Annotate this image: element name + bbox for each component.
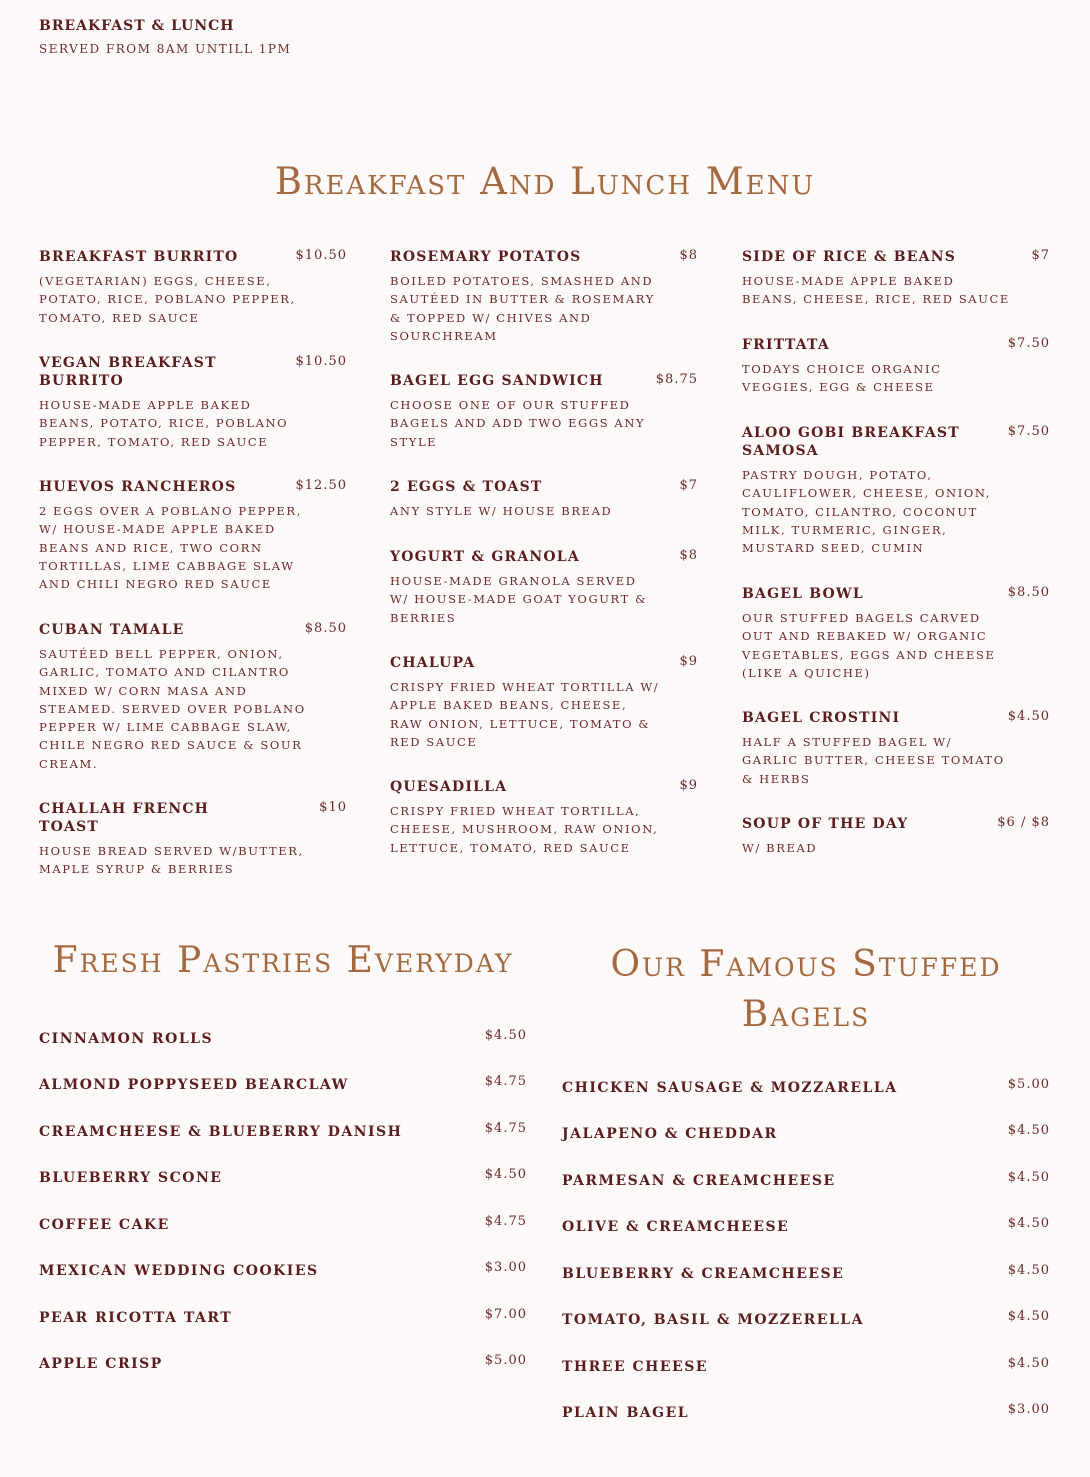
bagel-row	[562, 1216, 1050, 1236]
item-price: $8.50	[1007, 585, 1050, 600]
menu-item	[390, 548, 698, 627]
bagel-row	[562, 1309, 1050, 1329]
pastry-row	[39, 1028, 527, 1048]
menu-item	[39, 621, 347, 773]
item-description: HOUSE BREAD SERVED W/BUTTER, MAPLE SYRUP & BERRIES	[39, 844, 304, 877]
item-name: SOUP OF THE DAY	[742, 816, 909, 832]
item-description: HOUSE-MADE APPLE BAKED BEANS, POTATO, RICE, POBLANO PEPPER, TOMATO, RED SAUCE	[39, 398, 289, 449]
item-name: BAGEL EGG SANDWICH	[390, 373, 604, 389]
item-price: $7	[1031, 248, 1050, 263]
bagel-name: PARMESAN & CREAMCHEESE	[562, 1173, 836, 1189]
bagel-row	[562, 1123, 1050, 1143]
menu-item	[742, 336, 1050, 397]
menu-item	[390, 248, 698, 345]
pastry-price: $3.00	[484, 1260, 527, 1275]
item-description: PASTRY DOUGH, POTATO, CAULIFLOWER, CHEESE, ONION, TOMATO, CILANTRO, COCONUT MILK, TURMERIC, GINGER, MUSTARD SEED, CUMIN	[742, 468, 992, 556]
bagels-title-line2: Bagels	[741, 994, 871, 1035]
item-description: TODAYS CHOICE ORGANIC VEGGIES, EGG & CHEESE	[742, 362, 942, 395]
item-name: CHALUPA	[390, 655, 476, 671]
bagel-price: $4.50	[1007, 1356, 1050, 1371]
bagel-name: OLIVE & CREAMCHEESE	[562, 1219, 790, 1235]
menu-item	[39, 248, 347, 327]
item-description: SAUTÉED BELL PEPPER, ONION, GARLIC, TOMATO AND CILANTRO MIXED W/ CORN MASA AND STEAMED. SERVED OVER POBLANO PEPPER W/ LIME CABBAGE SLAW, CHILE NEGRO RED SAUCE & SOUR CREAM.	[39, 647, 306, 771]
item-price: $7.50	[1007, 424, 1050, 439]
menu-item	[742, 424, 1050, 557]
menu-item	[742, 248, 1050, 309]
item-name: ROSEMARY POTATOS	[390, 249, 582, 265]
item-name: 2 EGGS & TOAST	[390, 479, 543, 495]
menu-item	[39, 800, 347, 879]
item-description: 2 EGGS OVER A POBLANO PEPPER, W/ HOUSE-MADE APPLE BAKED BEANS AND RICE, TWO CORN TORTILLAS, LIME CABBAGE SLAW AND CHILI NEGRO RED SAUCE	[39, 504, 302, 592]
menu-item	[390, 654, 698, 751]
item-name: BREAKFAST BURRITO	[39, 249, 239, 265]
menu-item	[742, 585, 1050, 682]
bagel-row	[562, 1077, 1050, 1097]
pastry-price: $4.75	[484, 1121, 527, 1136]
bagel-price: $4.50	[1007, 1263, 1050, 1278]
bagels-title-line1: Our Famous Stuffed	[610, 944, 1002, 985]
pastry-name: PEAR RICOTTA TART	[39, 1310, 233, 1326]
bagel-row	[562, 1170, 1050, 1190]
item-name: BAGEL CROSTINI	[742, 710, 901, 726]
item-price: $8.75	[655, 372, 698, 387]
item-description: HOUSE-MADE GRANOLA SERVED W/ HOUSE-MADE GOAT YOGURT & BERRIES	[390, 574, 647, 625]
bagel-price: $4.50	[1007, 1309, 1050, 1324]
menu-item	[742, 815, 1050, 857]
bagel-name: TOMATO, BASIL & MOZZERELLA	[562, 1312, 864, 1328]
header-subtitle: SERVED FROM 8AM UNTILL 1PM	[39, 42, 292, 56]
bagel-price: $4.50	[1007, 1216, 1050, 1231]
menu-item	[742, 709, 1050, 788]
menu-item	[39, 354, 347, 451]
item-price: $9	[679, 778, 698, 793]
menu-item	[39, 478, 347, 593]
bagel-price: $4.50	[1007, 1123, 1050, 1138]
pastry-name: CINNAMON ROLLS	[39, 1031, 214, 1047]
item-price: $6 / $8	[997, 815, 1050, 830]
item-name: CUBAN TAMALE	[39, 622, 185, 638]
bagels-title	[562, 940, 1050, 1040]
item-name: BAGEL BOWL	[742, 586, 864, 602]
menu-item	[390, 478, 698, 520]
bagel-price: $4.50	[1007, 1170, 1050, 1185]
pastry-name: ALMOND POPPYSEED BEARCLAW	[39, 1077, 349, 1093]
bagel-price: $5.00	[1007, 1077, 1050, 1092]
item-price: $9	[679, 654, 698, 669]
pastries-title: Fresh Pastries Everyday	[52, 940, 514, 981]
bagel-name: JALAPENO & CHEDDAR	[562, 1126, 778, 1142]
pastry-price: $4.50	[484, 1028, 527, 1043]
pastry-price: $4.75	[484, 1214, 527, 1229]
item-name: HUEVOS RANCHEROS	[39, 479, 237, 495]
item-price: $8	[679, 548, 698, 563]
item-name: SIDE OF RICE & BEANS	[742, 249, 957, 265]
item-description: (VEGETARIAN) EGGS, CHEESE, POTATO, RICE, POBLANO PEPPER, TOMATO, RED SAUCE	[39, 274, 296, 325]
item-description: CHOOSE ONE OF OUR STUFFED BAGELS AND ADD TWO EGGS ANY STYLE	[390, 398, 646, 449]
pastry-name: MEXICAN WEDDING COOKIES	[39, 1263, 319, 1279]
item-price: $10	[319, 800, 347, 815]
bagel-row	[562, 1402, 1050, 1422]
menu-item	[390, 778, 698, 857]
item-name: YOGURT & GRANOLA	[390, 549, 580, 565]
item-description: OUR STUFFED BAGELS CARVED OUT AND REBAKED W/ ORGANIC VEGETABLES, EGGS AND CHEESE (LIKE A QUICHE)	[742, 611, 996, 680]
menu-title: Breakfast And Lunch Menu	[274, 160, 816, 203]
menu-item	[390, 372, 698, 451]
item-price: $4.50	[1007, 709, 1050, 724]
pastry-price: $7.00	[484, 1307, 527, 1322]
pastry-row	[39, 1307, 527, 1327]
item-price: $8	[679, 248, 698, 263]
bagel-name: PLAIN BAGEL	[562, 1405, 690, 1421]
pastry-price: $4.75	[484, 1074, 527, 1089]
bagel-row	[562, 1263, 1050, 1283]
bagel-row	[562, 1356, 1050, 1376]
item-description: CRISPY FRIED WHEAT TORTILLA, CHEESE, MUSHROOM, RAW ONION, LETTUCE, TOMATO, RED SAUCE	[390, 804, 659, 855]
header-title: BREAKFAST & LUNCH	[39, 18, 235, 34]
pastry-name: CREAMCHEESE & BLUEBERRY DANISH	[39, 1124, 403, 1140]
pastry-row	[39, 1121, 527, 1141]
item-description: HALF A STUFFED BAGEL W/ GARLIC BUTTER, CHEESE TOMATO & HERBS	[742, 735, 1005, 786]
item-price: $10.50	[295, 354, 347, 369]
item-price: $7.50	[1007, 336, 1050, 351]
bagel-name: THREE CHEESE	[562, 1359, 708, 1375]
pastry-row	[39, 1353, 527, 1373]
pastry-name: COFFEE CAKE	[39, 1217, 170, 1233]
item-name: FRITTATA	[742, 337, 830, 353]
pastry-row	[39, 1214, 527, 1234]
pastry-row	[39, 1260, 527, 1280]
pastry-price: $5.00	[484, 1353, 527, 1368]
item-name: QUESADILLA	[390, 779, 508, 795]
item-name: ALOO GOBI BREAKFAST SAMOSA	[742, 425, 960, 459]
bagel-name: CHICKEN SAUSAGE & MOZZARELLA	[562, 1080, 898, 1096]
item-price: $12.50	[295, 478, 347, 493]
pastry-name: APPLE CRISP	[39, 1356, 163, 1372]
bagel-price: $3.00	[1007, 1402, 1050, 1417]
item-price: $10.50	[295, 248, 347, 263]
item-description: BOILED POTATOES, SMASHED AND SAUTÉED IN BUTTER & ROSEMARY & TOPPED W/ CHIVES AND SOURCHREAM	[390, 274, 655, 343]
pastry-row	[39, 1074, 527, 1094]
pastry-price: $4.50	[484, 1167, 527, 1182]
item-price: $7	[679, 478, 698, 493]
item-name: CHALLAH FRENCH TOAST	[39, 801, 210, 835]
pastry-name: BLUEBERRY SCONE	[39, 1170, 223, 1186]
item-description: HOUSE-MADE APPLE BAKED BEANS, CHEESE, RICE, RED SAUCE	[742, 274, 1010, 307]
bagel-name: BLUEBERRY & CREAMCHEESE	[562, 1266, 845, 1282]
item-price: $8.50	[304, 621, 347, 636]
pastry-row	[39, 1167, 527, 1187]
item-description: CRISPY FRIED WHEAT TORTILLA W/ APPLE BAKED BEANS, CHEESE, RAW ONION, LETTUCE, TOMATO & RED SAUCE	[390, 680, 660, 749]
item-description: ANY STYLE W/ HOUSE BREAD	[390, 504, 613, 518]
item-description: W/ BREAD	[742, 841, 818, 855]
item-name: VEGAN BREAKFAST BURRITO	[39, 355, 217, 389]
